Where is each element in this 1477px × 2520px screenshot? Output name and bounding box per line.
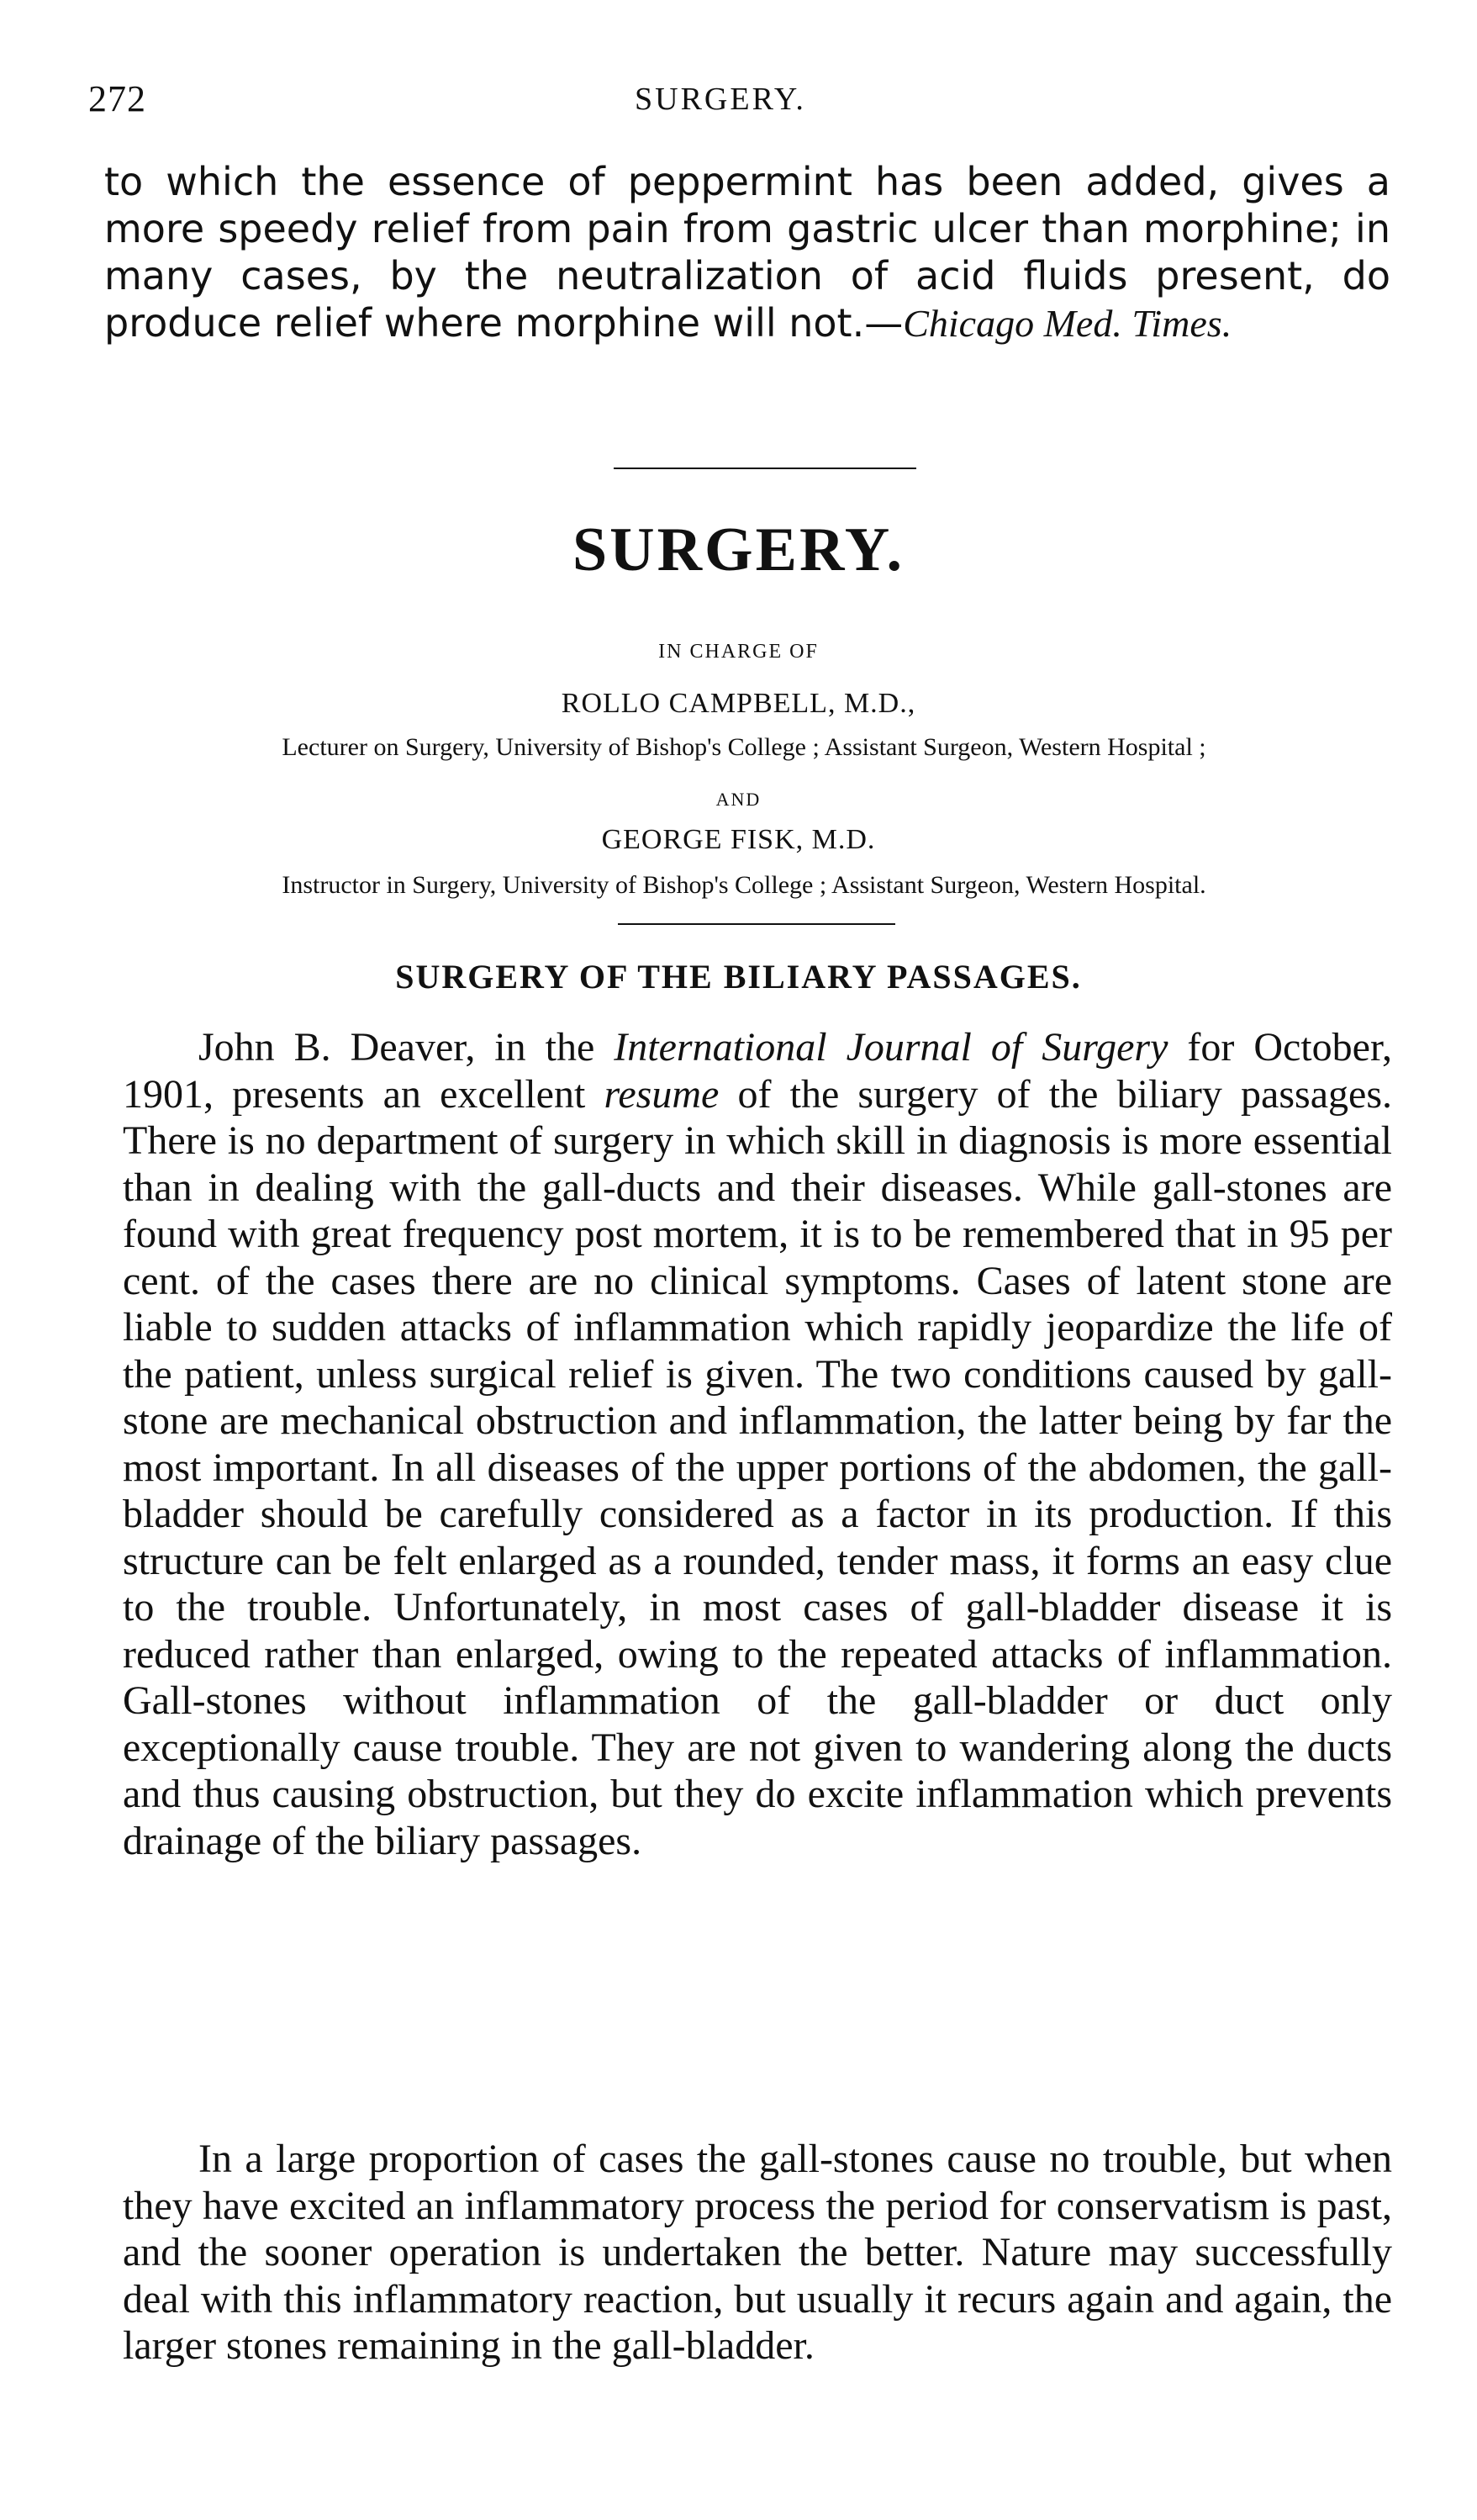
editor-name-1: ROLLO CAMPBELL, M.D., (561, 688, 916, 719)
journal-title: International Journal of Surgery (614, 1025, 1168, 1070)
editor-affiliation-1: Lecturer on Surgery, University of Bishop's College ; Assistant Surgeon, Western Hospital ; (282, 733, 1206, 761)
and-label: AND (715, 789, 762, 810)
divider-rule (614, 468, 916, 469)
in-charge-label: IN CHARGE OF (658, 641, 819, 663)
section-heading: SURGERY. (572, 515, 905, 584)
article-paragraph-1 (123, 1024, 1392, 1864)
page-number: 272 (88, 78, 146, 119)
continued-paragraph (104, 158, 1390, 347)
divider-rule-2 (618, 923, 895, 925)
p1-rest: of the surgery of the biliary passages. There is no department of surgery in which skill in diagnosis is more essential than in dealing with the gall-ducts and their diseases. While gall-stones are found with great frequency post mortem, it is to be remembered that in 95 per cent. of the cases there are no clinical symptoms. Cases of latent stone are liable to sudden attacks of inflammation which rapidly jeopardize the life of the patient, unless surgical relief is given. The two conditions caused by gall-stone are mechanical obstruction and inflammation, the latter being by far the most important. In all diseases of the upper portions of the abdomen, the gall-bladder should be carefully considered as a factor in its production. If this structure can be felt enlarged as a rounded, tender mass, it forms an easy clue to the trouble. Unfortunately, in most cases of gall-bladder disease it is reduced rather than enlarged, owing to the repeated attacks of inflammation. Gall-stones without inflammation of the gall-bladder or duct only exceptionally cause trouble. They are not given to wandering along the ducts and thus causing obstruction, but they do excite inflammation which prevents drainage of the biliary passages. (123, 1071, 1392, 1863)
running-title: SURGERY. (635, 82, 806, 117)
p2-text: In a large proportion of cases the gall-stones cause no trouble, but when they have excited an inflammatory process the period for conservatism is past, and the sooner operation is undertaken the better. Nature may successfully deal with this inflammatory reaction, but usually it recurs again and again, the larger stones remaining in the gall-bladder. (123, 2137, 1392, 2368)
p1-lead: John B. Deaver, in the (198, 1025, 615, 1070)
p1-mid: for October, 1901, presents an excellent (123, 1025, 1393, 1117)
source-citation: Chicago Med. Times. (903, 302, 1232, 345)
article-title: SURGERY OF THE BILIARY PASSAGES. (395, 958, 1082, 996)
editor-affiliation-2: Instructor in Surgery, University of Bishop's College ; Assistant Surgeon, Western Hospital. (282, 871, 1206, 899)
editor-name-2: GEORGE FISK, M.D. (601, 824, 876, 855)
running-head (88, 77, 1391, 128)
continued-text: to which the essence of peppermint has been added, gives a more speedy relief from pain from gastric ulcer than morphine; in many cases, by the neutralization of acid fluids present, do produce relief where morphine will not.— (104, 159, 1390, 346)
article-paragraph-2 (123, 2136, 1392, 2369)
resume-word: resume (604, 1071, 720, 1117)
